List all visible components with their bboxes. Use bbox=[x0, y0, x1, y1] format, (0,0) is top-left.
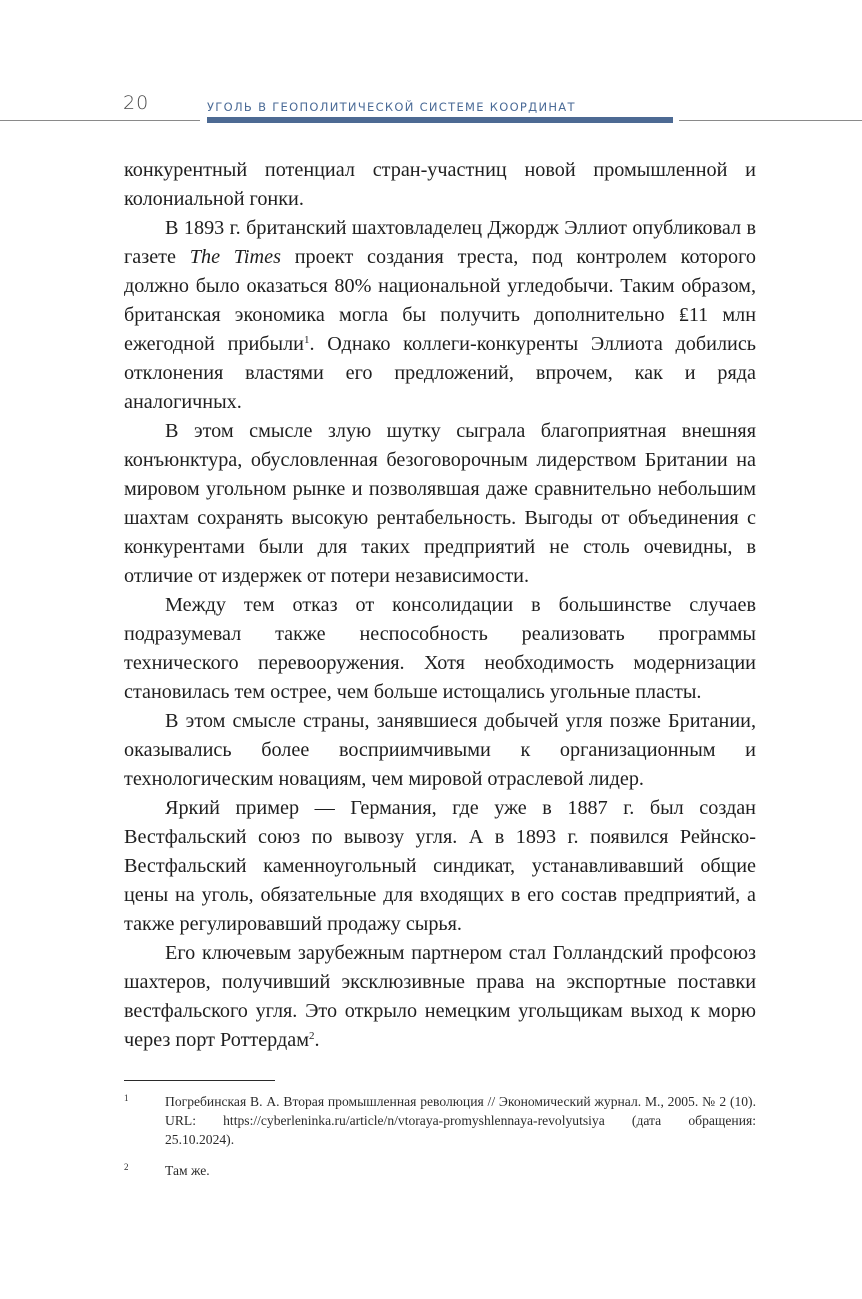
paragraph-4: Между тем отказ от консолидации в большинстве случаев подразумевал также неспособность реализовать программы технического перевооружения. Хотя необходимость модернизации становилась тем острее, чем больше истощались угольные пласты. bbox=[124, 594, 756, 703]
paragraph-2-start: В 1893 г. британский шахтовладелец Джордж Эллиот опубликовал в газете bbox=[124, 217, 756, 268]
paragraph-2-end: . Однако коллеги-конкуренты Эллиота добились отклонения властями его предложений, впрочем, как и ряда аналогичных. bbox=[124, 333, 756, 413]
paragraph-3: В этом смысле злую шутку сыграла благоприятная внешняя конъюнктура, обусловленная безоговорочным лидерством Британии на мировом угольном рынке и позволявшая даже сравнительно небольшим шахтам сохранять высокую рентабельность. Выгоды от объединения с конкурентами были для таких предприятий не столь очевидны, в отличие от издержек от потери независимости. bbox=[124, 420, 756, 587]
main-text bbox=[124, 156, 756, 1055]
footnote-1 bbox=[124, 1092, 756, 1149]
newspaper-title: The Times bbox=[189, 246, 281, 268]
footnote-separator bbox=[124, 1080, 275, 1081]
footnote-2-text: Там же. bbox=[165, 1163, 210, 1178]
footnote-1-mark: 1 bbox=[124, 1093, 129, 1103]
footnote-1-text: Погребинская В. А. Вторая промышленная революция // Экономический журнал. М., 2005. № 2 (10). URL: https://cyberleninka.ru/article/n/vtoraya-promyshlennaya-revolyutsiya (дата обращения: 25.10.2024). bbox=[165, 1094, 756, 1147]
footnote-2-mark: 2 bbox=[124, 1162, 129, 1172]
paragraph-5: В этом смысле страны, занявшиеся добычей угля позже Британии, оказывались более восприимчивыми к организационным и технологическим новациям, чем мировой отраслевой лидер. bbox=[124, 710, 756, 790]
running-title: УГОЛЬ В ГЕОПОЛИТИЧЕСКОЙ СИСТЕМЕ КООРДИНАТ bbox=[207, 100, 576, 114]
footnote-2 bbox=[124, 1161, 756, 1180]
header-rule-left bbox=[0, 120, 200, 121]
footnote-ref-1[interactable]: 1 bbox=[303, 334, 310, 346]
paragraph-6: Яркий пример — Германия, где уже в 1887 г. был создан Вестфальский союз по вывозу угля. А в 1893 г. появился Рейнско-Вестфальский каменноугольный синдикат, устанавливавший общие цены на уголь, обязательные для входящих в его состав предприятий, а также регулировавший продажу сырья. bbox=[124, 797, 756, 935]
paragraph-7-end: . bbox=[314, 1029, 320, 1051]
page-number: 20 bbox=[123, 92, 150, 114]
paragraph-7-text: Его ключевым зарубежным партнером стал Голландский профсоюз шахтеров, получивший эксклюзивные права на экспортные поставки вестфальского угля. Это открыло немецким угольщикам выход к морю через порт Роттердам bbox=[124, 942, 756, 1051]
paragraph-2-middle: проект создания треста, под контролем которого должно было оказаться 80% национальной угледобычи. Таким образом, британская экономика могла бы получить дополнительно ₤11 млн ежегодной прибыли bbox=[124, 246, 756, 355]
paragraph-7 bbox=[124, 939, 756, 1055]
paragraph-2 bbox=[124, 214, 756, 417]
header-accent-band bbox=[207, 117, 673, 123]
header-rule-right bbox=[679, 120, 862, 121]
paragraph-1: конкурентный потенциал стран-участниц новой промышленной и колониальной гонки. bbox=[124, 159, 756, 210]
footnote-ref-2[interactable]: 2 bbox=[309, 1030, 315, 1042]
